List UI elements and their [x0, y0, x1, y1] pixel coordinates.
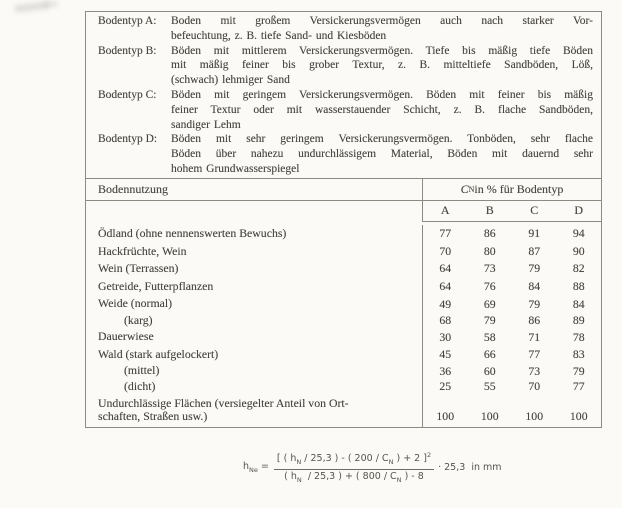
table-header-row [86, 179, 601, 201]
cn-value: 100 [569, 409, 588, 424]
soil-type-description [171, 132, 593, 176]
cn-value: 80 [483, 243, 496, 258]
cn-value: 79 [528, 261, 541, 276]
land-use-name-line: (karg) [124, 312, 153, 327]
cn-values [422, 346, 601, 364]
soil-type-subheader-row [86, 201, 601, 222]
cn-value: 58 [483, 329, 496, 344]
formula-subscript: N [396, 475, 402, 484]
description-line: Böden mit geringem Versickerungsvermögen. Böden mit feiner bis mäßig [171, 88, 593, 101]
cn-value: 94 [572, 226, 585, 241]
cn-values [422, 295, 601, 313]
soil-type-label: Bodentyp A: [98, 15, 157, 27]
formula-denominator: ( $h_N / 25,3$ ) + ( $800 / C_N$ ) - 8 [284, 471, 424, 484]
cn-value: 79 [483, 313, 496, 328]
runoff-formula [243, 449, 502, 486]
land-use-name [86, 380, 422, 394]
land-use-name-line: schaften, Straßen usw.) [98, 409, 208, 424]
table-row [86, 394, 601, 427]
cn-value: 70 [439, 243, 452, 258]
table-row [86, 313, 601, 328]
land-use-name [86, 314, 422, 328]
formula-factor: · 25,3 in mm [438, 461, 502, 473]
cn-value: 83 [572, 347, 585, 362]
soil-type-column-header: C [530, 203, 539, 217]
soil-type-label: Bodentyp B: [98, 44, 157, 57]
land-use-name-line: Getreide, Futterpflanzen [98, 278, 214, 293]
cn-values [422, 260, 601, 278]
description-line: Böden über nahezu undurchlässigem Material, Böden mit dauernd sehr [171, 148, 593, 161]
cn-soil-table [85, 11, 602, 428]
land-use-name-line: Undurchlässige Flächen (versiegelter Anteil von Ort- [98, 395, 349, 410]
table-row [86, 295, 601, 313]
soil-type-column-header: B [485, 203, 494, 217]
cn-value: 71 [528, 329, 541, 344]
land-use-name [86, 330, 422, 344]
land-use-name-line: Wein (Terrassen) [98, 261, 179, 276]
cn-column-header [422, 179, 601, 200]
cn-value: 79 [572, 363, 585, 378]
cn-value: 77 [439, 226, 452, 241]
cn-values [422, 225, 601, 243]
description-line: mit mäßig feiner bis grober Textur, z. B. mitteltiefe Sandböden, Löß, [171, 59, 593, 72]
soil-type-definitions [86, 12, 601, 179]
table-row [86, 328, 601, 346]
land-use-name-line: Weide (normal) [98, 296, 173, 311]
cn-value: 86 [528, 313, 541, 328]
land-use-name [86, 245, 422, 259]
description-line: (schwach) lehmiger Sand [171, 74, 290, 87]
soil-type-entry [98, 132, 593, 176]
land-use-name [86, 348, 422, 362]
land-use-name-line: Hackfrüchte, Wein [98, 243, 187, 258]
soil-type-entry [98, 88, 593, 132]
land-use-name [86, 297, 422, 311]
cn-value: 77 [572, 379, 585, 394]
cn-value: 64 [439, 279, 452, 294]
cn-value: 45 [439, 347, 452, 362]
land-use-name-line: Wald (stark aufgelockert) [98, 346, 219, 361]
land-use-name-line: (dicht) [124, 378, 156, 393]
cn-values [422, 328, 601, 346]
description-line: sandiger Lehm [171, 118, 241, 131]
cn-value: 82 [572, 261, 585, 276]
usage-column-header [86, 179, 422, 200]
formula-subscript: Ne [249, 465, 258, 474]
cn-value: 66 [483, 347, 496, 362]
table-row [86, 225, 601, 243]
formula-numerator: [ ( $h_N / 25,3$ ) - ( $200 / C_N$ ) + 2 ]$^2$ [274, 449, 434, 470]
cn-value: 87 [528, 243, 541, 258]
formula-subscript: N [388, 458, 394, 467]
cn-value: 77 [528, 347, 541, 362]
soil-type-column-header: A [440, 203, 450, 217]
table-row [86, 260, 601, 278]
table-row [86, 278, 601, 296]
description-line: befeuchtung, z. B. tiefe Sand- und Kiesböden [171, 29, 387, 42]
soil-type-label: Bodentyp D: [98, 133, 158, 146]
table-row [86, 346, 601, 364]
cn-value: 84 [572, 296, 585, 311]
formula-subscript: N [296, 458, 302, 467]
table-row [86, 243, 601, 261]
land-use-name [86, 397, 422, 425]
cn-value: 60 [483, 363, 496, 378]
cn-value: 76 [483, 279, 496, 294]
cn-value: 55 [483, 379, 496, 394]
soil-type-description [171, 88, 593, 132]
cn-value: 86 [483, 226, 496, 241]
cn-value: 89 [572, 313, 585, 328]
cn-values [422, 278, 601, 296]
cn-value: 70 [528, 379, 541, 394]
cn-value: 36 [439, 363, 452, 378]
description-line: hohem Grundwasserspiegel [171, 162, 300, 175]
cn-values [422, 379, 601, 394]
cn-value: 90 [572, 243, 585, 258]
soil-type-entry [98, 44, 593, 88]
cn-value: 79 [528, 296, 541, 311]
cn-values [422, 243, 601, 261]
table-row [86, 364, 601, 379]
cn-value: 30 [439, 329, 452, 344]
land-use-name [86, 262, 422, 276]
description-line: Boden mit großem Versickerungsvermögen auch nach starker Vor- [171, 15, 593, 27]
cn-subscript: N [468, 185, 475, 194]
cn-value: 91 [528, 226, 541, 241]
soil-type-description [171, 44, 593, 88]
cn-header-rest: in % für Bodentyp [474, 182, 564, 196]
cn-value: 73 [528, 363, 541, 378]
cn-value: 100 [436, 409, 455, 424]
cn-value: 73 [483, 261, 496, 276]
scan-artifact [44, 1, 58, 7]
land-use-name [86, 280, 422, 294]
formula-lhs: $h_{Ne}$ = [243, 461, 269, 474]
cn-value: 100 [480, 409, 499, 424]
formula-exponent: 2 [426, 451, 432, 459]
land-use-name-line: Dauerwiese [98, 329, 154, 344]
cn-value: 64 [439, 261, 452, 276]
description-line: feiner Textur oder mit wasserstauender Schicht, z. B. flache Sandböden, [171, 103, 593, 116]
usage-header-label: Bodennutzung [98, 182, 168, 196]
subheader-spacer [86, 201, 422, 222]
soil-type-entry [98, 14, 593, 44]
soil-type-description [171, 14, 593, 44]
cn-values [422, 364, 601, 379]
formula-fraction [274, 449, 434, 486]
soil-type-label: Bodentyp C: [98, 88, 157, 101]
cn-value: 88 [572, 279, 585, 294]
land-use-name-line: (mittel) [124, 363, 160, 378]
description-line: Böden mit sehr geringem Versickerungsvermögen. Tonböden, sehr flache [171, 133, 593, 146]
cn-value: 69 [483, 296, 496, 311]
cn-values [422, 313, 601, 328]
cn-values [422, 394, 601, 427]
cn-value: 25 [439, 379, 452, 394]
soil-type-column-header: D [574, 203, 584, 217]
land-use-name [86, 364, 422, 378]
soil-type-column-headers [422, 201, 601, 222]
cn-symbol: C [460, 182, 469, 196]
cn-value: 78 [572, 329, 585, 344]
cn-value: 84 [528, 279, 541, 294]
land-use-rows [86, 222, 601, 427]
land-use-name-line: Ödland (ohne nennenswerten Bewuchs) [98, 226, 287, 240]
description-line: Böden mit mittlerem Versickerungsvermögen. Tiefe bis mäßig tiefe Böden [171, 44, 593, 57]
table-row [86, 379, 601, 394]
cn-value: 49 [439, 296, 452, 311]
land-use-name [86, 227, 422, 241]
formula-subscript: N [296, 475, 302, 484]
cn-value: 100 [525, 409, 544, 424]
cn-value: 68 [439, 313, 452, 328]
